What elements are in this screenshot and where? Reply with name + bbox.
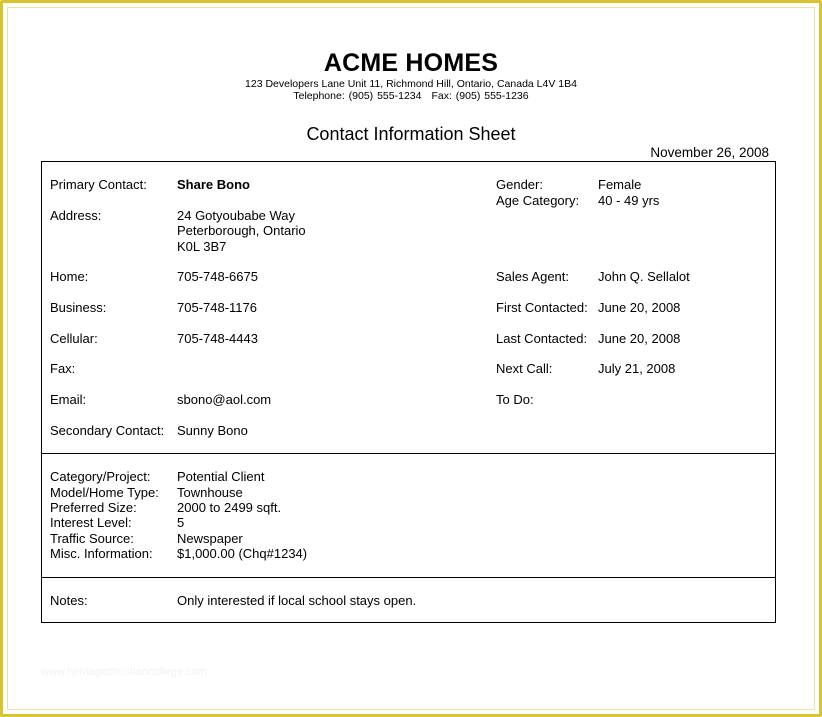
business-phone-label: Business:	[50, 300, 107, 315]
home-phone-label: Home:	[50, 269, 89, 284]
age-category-value: 40 - 49 yrs	[598, 193, 660, 208]
last-contacted-label: Last Contacted:	[496, 331, 588, 346]
home-phone-value: 705-748-6675	[177, 269, 258, 284]
secondary-contact-value: Sunny Bono	[177, 423, 248, 438]
first-contacted-label: First Contacted:	[496, 300, 588, 315]
section-divider-1	[41, 453, 776, 454]
to-do-label: To Do:	[496, 392, 534, 407]
email-label: Email:	[50, 392, 87, 407]
fax-label: Fax:	[50, 361, 76, 376]
category-project-value: Potential Client	[177, 469, 265, 484]
section-divider-2	[41, 577, 776, 578]
interest-level-value: 5	[177, 515, 185, 530]
misc-information-label: Misc. Information:	[50, 546, 153, 561]
company-address: 123 Developers Lane Unit 11, Richmond Hill, Ontario, Canada L4V 1B4	[245, 78, 577, 90]
next-call-label: Next Call:	[496, 361, 553, 376]
primary-contact-value: Share Bono	[177, 177, 250, 192]
age-category-label: Age Category:	[496, 193, 580, 208]
gender-value: Female	[598, 177, 642, 192]
address-line-3: K0L 3B7	[177, 239, 227, 254]
cellular-phone-label: Cellular:	[50, 331, 98, 346]
company-phone-line	[0, 90, 822, 102]
sheet-title: Contact Information Sheet	[306, 124, 516, 144]
email-value: sbono@aol.com	[177, 392, 272, 407]
sales-agent-label: Sales Agent:	[496, 269, 569, 284]
sheet-date: November 26, 2008	[650, 145, 769, 160]
misc-information-value: $1,000.00 (Chq#1234)	[177, 546, 308, 561]
address-line-1: 24 Gotyoubabe Way	[177, 208, 296, 223]
sales-agent-value: John Q. Sellalot	[598, 269, 690, 284]
category-project-label: Category/Project:	[50, 469, 151, 484]
gender-label: Gender:	[496, 177, 543, 192]
business-phone-value: 705-748-1176	[177, 300, 257, 315]
primary-contact-label: Primary Contact:	[50, 177, 147, 192]
next-call-value: July 21, 2008	[598, 361, 676, 376]
cellular-phone-value: 705-748-4443	[177, 331, 258, 346]
first-contacted-value: June 20, 2008	[598, 300, 681, 315]
watermark-text: www.heritagechristiancollege.com	[41, 666, 207, 678]
model-home-type-value: Townhouse	[177, 485, 243, 500]
model-home-type-label: Model/Home Type:	[50, 485, 159, 500]
last-contacted-value: June 20, 2008	[598, 331, 681, 346]
address-line-2: Peterborough, Ontario	[177, 223, 306, 238]
preferred-size-value: 2000 to 2499 sqft.	[177, 500, 282, 515]
preferred-size-label: Preferred Size:	[50, 500, 137, 515]
interest-level-label: Interest Level:	[50, 515, 132, 530]
address-label: Address:	[50, 208, 102, 223]
notes-value: Only interested if local school stays open.	[177, 593, 417, 608]
traffic-source-value: Newspaper	[177, 531, 243, 546]
notes-label: Notes:	[50, 593, 88, 608]
company-telephone: Telephone: (905) 555-1234	[293, 90, 422, 102]
traffic-source-label: Traffic Source:	[50, 531, 134, 546]
company-name: ACME HOMES	[323, 49, 499, 77]
secondary-contact-label: Secondary Contact:	[50, 423, 165, 438]
company-fax: Fax: (905) 555-1236	[431, 90, 529, 102]
